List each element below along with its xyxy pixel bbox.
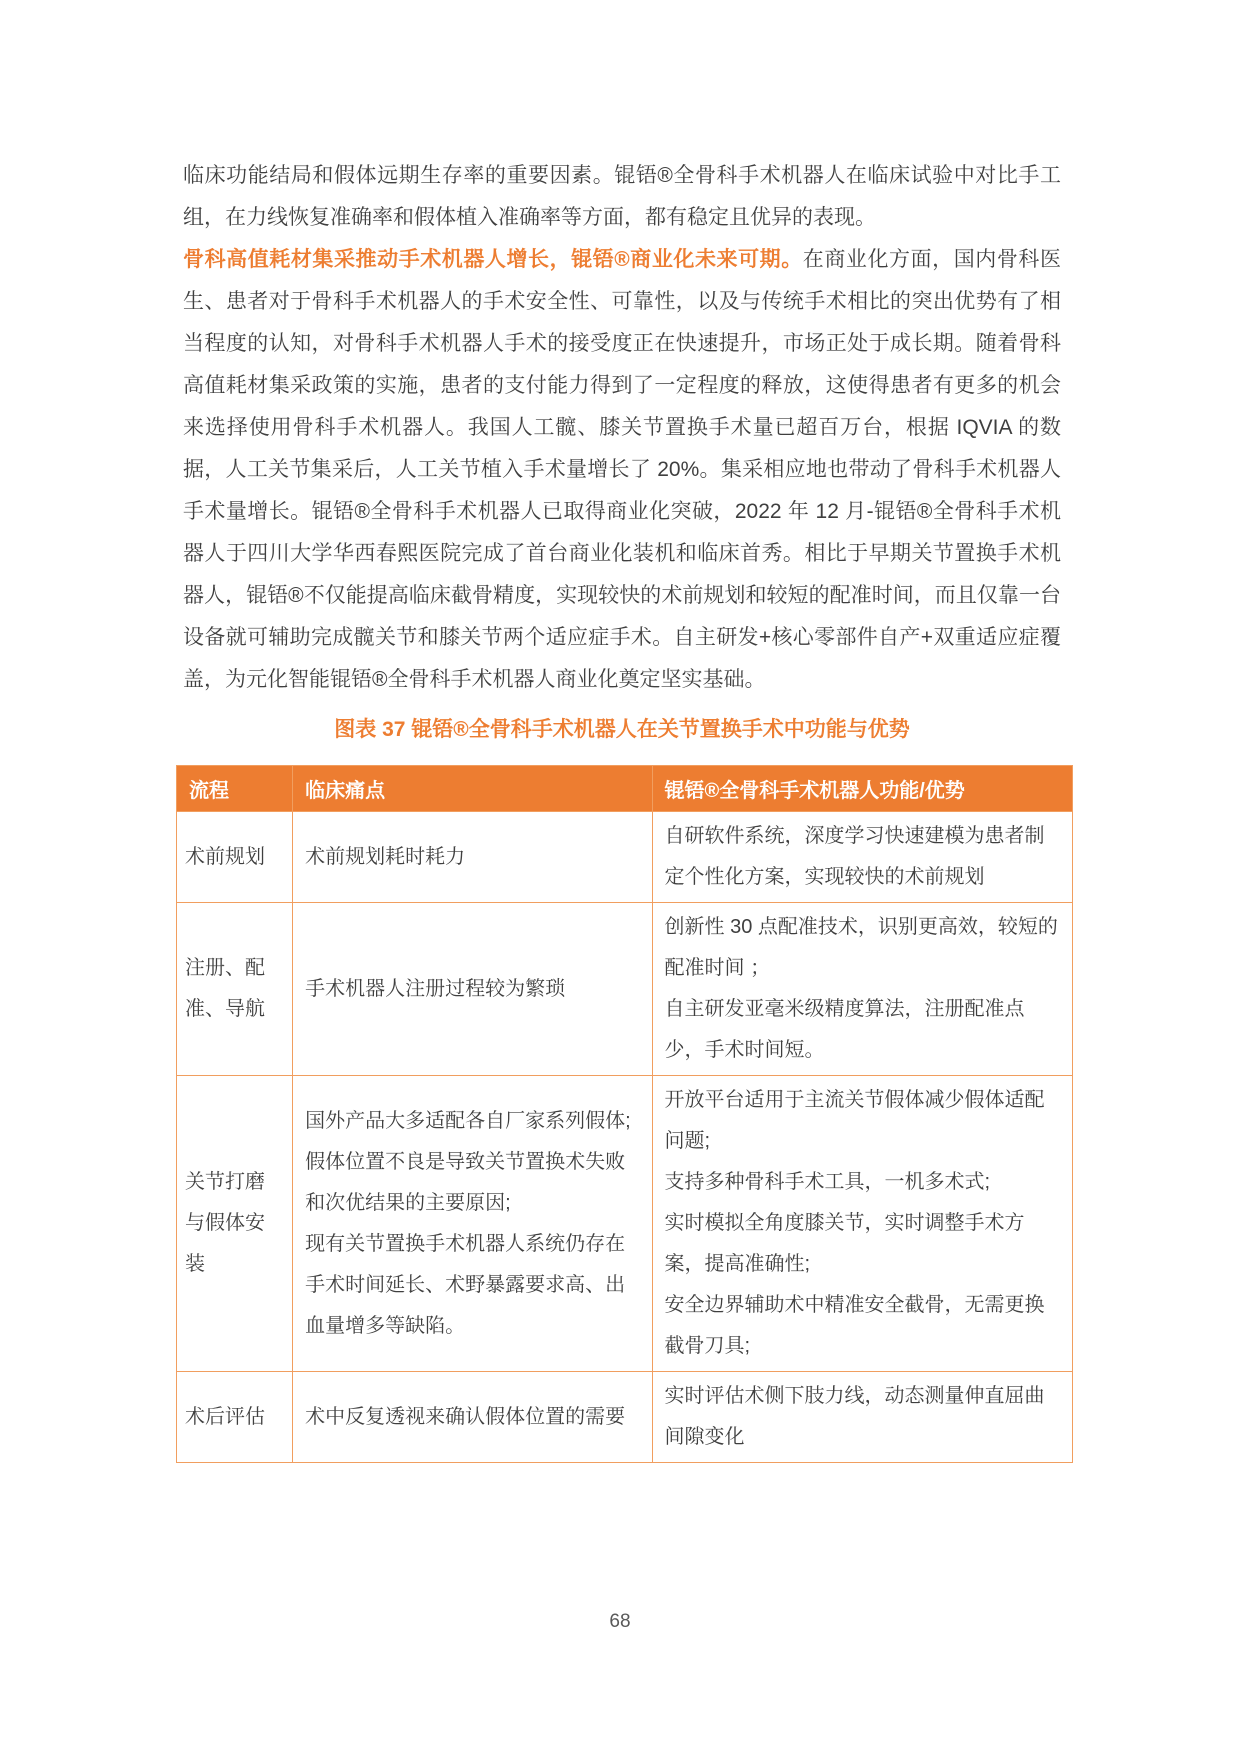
- cell-text: 注册、配准、导航: [185, 957, 265, 1020]
- cell-text: 实时评估术侧下肢力线，动态测量伸直屈曲间隙变化: [664, 1385, 1045, 1448]
- cell-advantages: [652, 903, 1072, 1076]
- cell-text: 手术机器人注册过程较为繁琐: [305, 977, 566, 1000]
- cell-process: [177, 1372, 293, 1463]
- paragraph-clinical-results-text: 临床功能结局和假体远期生存率的重要因素。锟铻®全骨科手术机器人在临床试验中对比手工组，在力线恢复准确率和假体植入准确率等方面，都有稳定且优异的表现。: [183, 164, 1061, 229]
- cell-pain-points: [293, 812, 652, 903]
- table-row-postop-evaluation: [177, 1372, 1073, 1463]
- cell-text: 术前规划: [185, 845, 265, 868]
- cell-text: 支持多种骨科手术工具，一机多术式;: [664, 1171, 991, 1193]
- cell-text: 安全边界辅助术中精准安全截骨，无需更换截骨刀具;: [664, 1294, 1045, 1357]
- header-cell-advantages: 锟铻®全骨科手术机器人功能/优势: [652, 766, 1072, 812]
- cell-text: 关节打磨与假体安装: [185, 1171, 265, 1275]
- cell-text: 自研软件系统，深度学习快速建模为患者制定个性化方案，实现较快的术前规划: [664, 825, 1045, 888]
- paragraph-commercialization-body: 在商业化方面，国内骨科医生、患者对于骨科手术机器人的手术安全性、可靠性，以及与传统手术相比的突出优势有了相当程度的认知，对骨科手术机器人手术的接受度正在快速提升，市场正处于成长期。随着骨科高值耗材集采政策的实施，患者的支付能力得到了一定程度的释放，这使得患者有更多的机会来选择使用骨科手术机器人。我国人工髋、膝关节置换手术量已超百万台，根据 IQVIA 的数据，人工关节集采后，人工关节植入手术量增长了 20%。集采相应地也带动了骨科手术机器人手术量增长。锟铻®全骨科手术机器人已取得商业化突破，2022 年 12 月-锟铻®全骨科手术机器人于四川大学华西春熙医院完成了首台商业化装机和临床首秀。相比于早期关节置换手术机器人，锟铻®不仅能提高临床截骨精度，实现较快的术前规划和较短的配准时间，而且仅靠一台设备就可辅助完成髋关节和膝关节两个适应症手术。自主研发+核心零部件自产+双重适应症覆盖，为元化智能锟铻®全骨科手术机器人商业化奠定坚实基础。: [183, 248, 1061, 691]
- cell-process: [177, 903, 293, 1076]
- paragraph-commercialization: [183, 239, 1061, 701]
- page-content: [183, 0, 1061, 1463]
- cell-advantages: [652, 1372, 1072, 1463]
- cell-pain-points: [293, 1372, 652, 1463]
- header-cell-pain-points: 临床痛点: [293, 766, 652, 812]
- cell-text: 国外产品大多适配各自厂家系列假体;: [305, 1109, 631, 1132]
- cell-process: [177, 1076, 293, 1372]
- cell-text: 开放平台适用于主流关节假体减少假体适配问题;: [664, 1089, 1045, 1152]
- cell-text: 自主研发亚毫米级精度算法，注册配准点少，手术时间短。: [664, 998, 1025, 1061]
- page-number: 68: [609, 1611, 631, 1632]
- table-row-preop-planning: [177, 812, 1073, 903]
- cell-text: 假体位置不良是导致关节置换术失败和次优结果的主要原因;: [305, 1150, 626, 1214]
- header-cell-process: 流程: [177, 766, 293, 812]
- robot-advantages-table: [176, 765, 1073, 1463]
- body-text-block: [183, 155, 1061, 701]
- table-row-registration-navigation: [177, 903, 1073, 1076]
- cell-text: 术前规划耗时耗力: [305, 845, 466, 868]
- cell-advantages: [652, 1076, 1072, 1372]
- cell-text: 术中反复透视来确认假体位置的需要: [305, 1405, 626, 1428]
- figure-caption: 图表 37 锟铻®全骨科手术机器人在关节置换手术中功能与优势: [334, 718, 910, 741]
- cell-text: 创新性 30 点配准技术，识别更高效，较短的配准时间 ；: [664, 916, 1058, 979]
- cell-text: 术后评估: [185, 1405, 265, 1428]
- paragraph-clinical-results: [183, 155, 1061, 239]
- cell-pain-points: [293, 1076, 652, 1372]
- paragraph-commercialization-lead: 骨科高值耗材集采推动手术机器人增长，锟铻®商业化未来可期。: [183, 248, 803, 271]
- cell-process: [177, 812, 293, 903]
- table-header-row: [177, 766, 1073, 812]
- cell-text: 实时模拟全角度膝关节，实时调整手术方案，提高准确性;: [664, 1212, 1025, 1275]
- table-row-grinding-implant: [177, 1076, 1073, 1372]
- cell-pain-points: [293, 903, 652, 1076]
- cell-text: 现有关节置换手术机器人系统仍存在手术时间延长、术野暴露要求高、出血量增多等缺陷。: [305, 1232, 626, 1337]
- cell-advantages: [652, 812, 1072, 903]
